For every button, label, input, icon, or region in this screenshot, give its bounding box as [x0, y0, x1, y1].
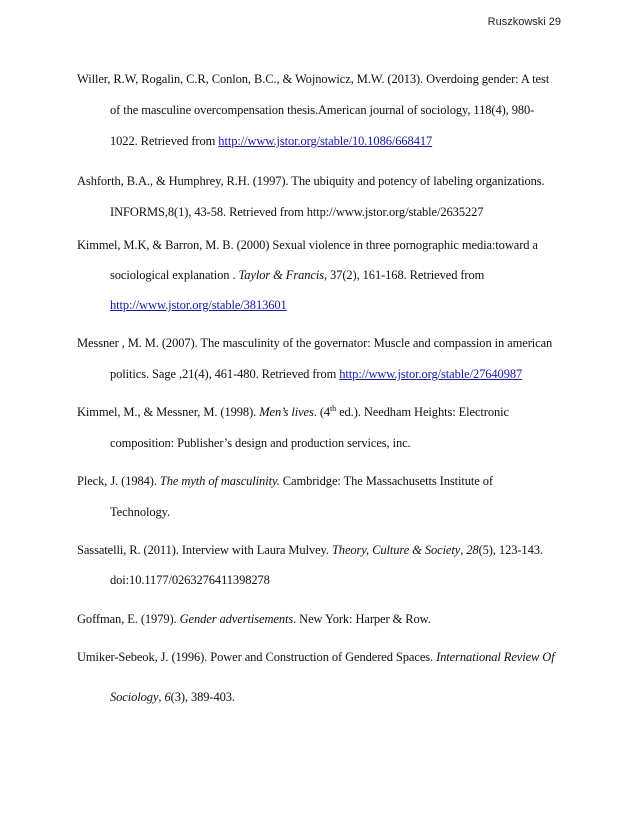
- reference-3-line-1: Kimmel, M.K, & Barron, M. B. (2000) Sexual violence in three pornographic media:toward a: [77, 238, 538, 252]
- reference-9-journal-cont: Sociology: [110, 690, 159, 704]
- reference-5-publisher: ed.). Needham Heights: Electronic: [336, 405, 509, 419]
- reference-1-line-2: of the masculine overcompensation thesis.American journal of sociology, 118(4), 980-: [110, 103, 535, 117]
- reference-9-sep: ,: [158, 690, 165, 704]
- reference-5-title: Men’s lives: [259, 405, 314, 419]
- reference-3-link[interactable]: http://www.jstor.org/stable/3813601: [110, 298, 287, 312]
- reference-8-title: Gender advertisements: [179, 612, 294, 626]
- reference-5-line-2: composition: Publisher’s design and production services, inc.: [110, 436, 411, 450]
- reference-9-line-1: [77, 650, 555, 665]
- reference-9-journal: International Review Of: [436, 650, 555, 664]
- reference-7-line-2: doi:10.1177/0263276411398278: [110, 573, 270, 587]
- reference-5-line-1: [77, 405, 509, 420]
- reference-3-line-3: [110, 298, 287, 313]
- reference-1-line-1: Willer, R.W, Rogalin, C.R, Conlon, B.C., & Wojnowicz, M.W. (2013). Overdoing gender: A test: [77, 72, 550, 86]
- reference-7-journal: Theory, Culture & Society: [331, 543, 461, 557]
- reference-8-author: Goffman, E. (1979).: [77, 612, 180, 626]
- reference-3-details: , 37(2), 161-168. Retrieved from: [323, 268, 485, 282]
- reference-6-author: Pleck, J. (1984).: [77, 474, 160, 488]
- running-head: Ruszkowski 29: [487, 16, 561, 28]
- reference-8-publisher: . New York: Harper & Row.: [293, 612, 431, 626]
- reference-3-journal: Taylor & Francis: [238, 268, 324, 282]
- reference-5-edition-sup: th: [330, 403, 337, 413]
- reference-7-volume: 28: [466, 543, 479, 557]
- reference-3-line-2: [110, 268, 484, 283]
- reference-5-authors: Kimmel, M., & Messner, M. (1998).: [77, 405, 260, 419]
- reference-6-line-1: [77, 474, 493, 489]
- reference-2-line-2: INFORMS,8(1), 43-58. Retrieved from http://www.jstor.org/stable/2635227: [110, 205, 484, 219]
- reference-4-link[interactable]: http://www.jstor.org/stable/27640987: [339, 367, 523, 381]
- reference-9-volume: 6: [164, 690, 171, 704]
- reference-7-sep: ,: [460, 543, 467, 557]
- reference-7-author: Sassatelli, R. (2011). Interview with Laura Mulvey.: [77, 543, 332, 557]
- reference-7-line-1: [77, 543, 543, 558]
- reference-6-publisher: Cambridge: The Massachusetts Institute of: [279, 474, 493, 488]
- reference-1-retrieved-text: 1022. Retrieved from: [110, 134, 219, 148]
- reference-7-pages: (5), 123-143.: [478, 543, 543, 557]
- reference-9-line-2: [110, 690, 235, 705]
- reference-5-edition-open: . (4: [313, 405, 331, 419]
- reference-8-line-1: [77, 612, 431, 627]
- reference-4-line-1: Messner , M. M. (2007). The masculinity of the governator: Muscle and compassion in american: [77, 336, 553, 350]
- reference-4-text: politics. Sage ,21(4), 461-480. Retrieved from: [110, 367, 340, 381]
- reference-9-author: Umiker-Sebeok, J. (1996). Power and Construction of Gendered Spaces.: [77, 650, 437, 664]
- reference-2-line-1: Ashforth, B.A., & Humphrey, R.H. (1997). The ubiquity and potency of labeling organizations.: [77, 174, 545, 188]
- reference-1-link[interactable]: http://www.jstor.org/stable/10.1086/668417: [218, 134, 433, 148]
- reference-1-line-3: [110, 134, 432, 149]
- reference-6-title: The myth of masculinity.: [159, 474, 280, 488]
- reference-9-pages: (3), 389-403.: [170, 690, 235, 704]
- reference-6-line-2: Technology.: [110, 505, 171, 519]
- reference-3-text: sociological explanation .: [110, 268, 239, 282]
- reference-4-line-2: [110, 367, 522, 382]
